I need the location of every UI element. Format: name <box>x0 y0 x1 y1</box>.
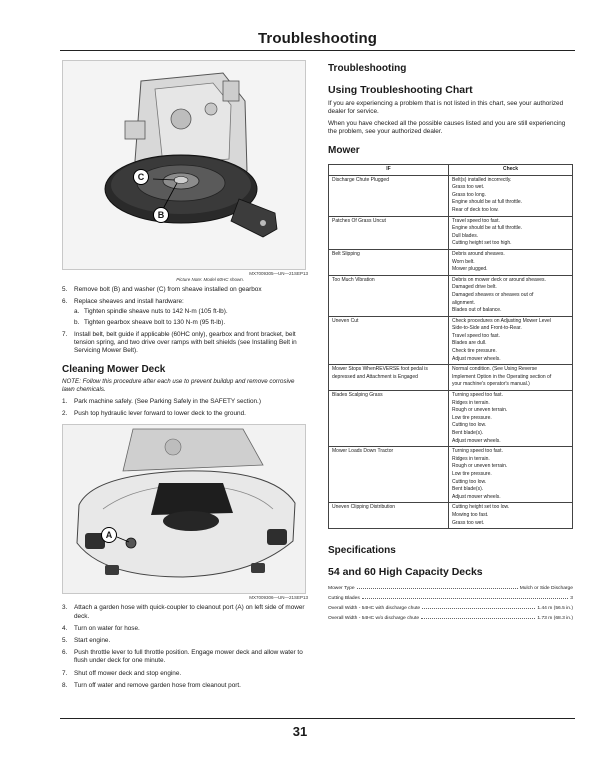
step-text: Shut off mower deck and stop engine. <box>74 669 182 677</box>
step-text: Replace sheaves and install hardware: <box>74 298 184 306</box>
if-cell: Uneven Cut <box>329 316 449 365</box>
check-line: Grass too wet. <box>452 519 485 526</box>
spec-value: Mulch or Side Discharge <box>519 586 573 592</box>
spec-leader-dots <box>421 618 535 619</box>
table-row <box>329 503 573 529</box>
step-number: 3. <box>62 604 68 612</box>
step-number: 7. <box>62 330 68 338</box>
if-cell: Belt Slipping <box>329 249 449 275</box>
table-row <box>329 175 573 216</box>
list-item <box>62 682 308 690</box>
spec-leader-dots <box>357 588 518 589</box>
header-rule <box>60 50 575 51</box>
list-item <box>62 410 308 418</box>
check-line: Low tire pressure. <box>452 414 492 421</box>
step-number: 6. <box>62 298 68 306</box>
if-cell: Mower Stops WhenREVERSE foot pedal is depressed and Attachment is Engaged <box>329 365 449 391</box>
spec-row <box>328 606 573 611</box>
specifications-subheading: 54 and 60 High Capacity Decks <box>328 566 483 579</box>
step-text: Push top hydraulic lever forward to lower deck to the ground. <box>74 410 246 418</box>
intro-paragraph-1: If you are experiencing a problem that is not listed in this chart, see your authorized dealer for service. <box>328 100 564 115</box>
check-cell <box>449 175 573 216</box>
check-line: Implement Option in the Operating section of <box>452 373 552 380</box>
check-line: Turning speed too fast. <box>452 448 503 455</box>
list-item <box>62 604 308 620</box>
step-number: 4. <box>62 624 68 632</box>
troubleshooting-table <box>328 164 573 529</box>
table-row <box>329 447 573 503</box>
list-item <box>62 331 308 356</box>
list-item <box>62 670 308 678</box>
substep-letter: a. <box>74 308 80 316</box>
list-item <box>62 637 308 645</box>
chart-heading: Using Troubleshooting Chart <box>328 84 473 96</box>
figure1-code: MX7009305—UN—21SEP13 <box>249 271 308 276</box>
page-title: Troubleshooting <box>258 30 377 47</box>
check-line: Cutting too low. <box>452 478 487 485</box>
check-line: Cutting height set too high. <box>452 240 512 247</box>
substep-text: Tighten spindle sheave nuts to 142 N-m (105 ft-lb). <box>84 308 228 316</box>
table-row <box>329 249 573 275</box>
spec-row <box>328 616 573 621</box>
check-line: Grass too wet. <box>452 184 485 191</box>
gearbox-sheave-illustration <box>63 61 306 270</box>
check-line: Turning speed too fast. <box>452 392 503 399</box>
step-number: 6. <box>62 649 68 657</box>
step-text: Push throttle lever to full throttle position. Engage mower deck and allow water to flush under deck for one minute. <box>74 649 303 665</box>
check-line: Belt(s) installed incorrectly. <box>452 176 512 183</box>
check-line: Adjust mower wheels. <box>452 493 501 500</box>
spec-label: Cutting Blades <box>328 596 360 602</box>
list-item <box>62 649 308 665</box>
figure2-code: MX7009306—UN—21SEP13 <box>249 595 308 601</box>
check-line: alignment. <box>452 299 476 306</box>
page-header <box>60 30 575 47</box>
table-row <box>329 365 573 391</box>
check-cell <box>449 365 573 391</box>
column-header-check: Check <box>449 165 573 176</box>
check-line: Adjust mower wheels. <box>452 355 501 362</box>
check-cell <box>449 216 573 249</box>
spec-leader-dots <box>362 598 568 599</box>
spec-label: Overall Width - 54HC with discharge chute <box>328 606 421 612</box>
step-text: Turn on water for hose. <box>74 624 140 632</box>
check-line: Damaged sheaves or sheaves out of <box>452 291 534 298</box>
substep <box>74 308 308 316</box>
steps-b <box>62 604 308 690</box>
cleaning-steps <box>62 398 308 418</box>
step-text: Start engine. <box>74 637 111 645</box>
spec-leader-dots <box>422 608 535 609</box>
list-item <box>62 286 308 294</box>
check-line: Bent blade(s). <box>452 486 484 493</box>
check-line: Blades out of balance. <box>452 307 502 314</box>
check-line: Adjust mower wheels. <box>452 437 501 444</box>
step-text: Attach a garden hose with quick-coupler to cleanout port (A) on left side of mower deck. <box>74 604 305 620</box>
check-line: Dull blades. <box>452 232 479 239</box>
check-line: Worn belt. <box>452 258 475 265</box>
check-line: Mowing too fast. <box>452 511 489 518</box>
mower-deck-figure <box>62 424 306 594</box>
cleaning-note: NOTE: Follow this procedure after each use to prevent buildup and remove corrosive lawn chemicals. <box>62 378 295 394</box>
page-number: 31 <box>292 724 308 739</box>
check-line: Rough or uneven terrain. <box>452 407 508 414</box>
step-text: Remove bolt (B) and washer (C) from sheave installed on gearbox <box>74 286 262 293</box>
check-line: Check procedures on Adjusting Mower Level <box>452 317 551 324</box>
spec-row <box>328 586 573 591</box>
steps-a <box>62 286 308 355</box>
footer-rule <box>60 718 575 719</box>
check-line: Debris on mower deck or around sheaves. <box>452 276 546 283</box>
callout-c: C <box>133 169 149 185</box>
check-line: Travel speed too fast. <box>452 217 500 224</box>
table-header-row <box>329 165 573 176</box>
check-line: Rough or uneven terrain. <box>452 463 508 470</box>
figure1-note: Picture Note: Model 60HC shown. <box>176 277 244 282</box>
if-cell: Blades Scalping Grass <box>329 391 449 447</box>
check-line: Travel speed too fast. <box>452 332 500 339</box>
step-text: Turn off water and remove garden hose from cleanout port. <box>74 681 241 689</box>
if-cell: Discharge Chute Plugged <box>329 175 449 216</box>
step-number: 8. <box>62 681 68 689</box>
step-number: 1. <box>62 398 68 406</box>
check-line: Check tire pressure. <box>452 348 497 355</box>
check-line: Side-to-Side and Front-to-Rear. <box>452 325 522 332</box>
check-line: Rear of deck too low. <box>452 206 499 213</box>
if-cell: Uneven Clipping Distribution <box>329 503 449 529</box>
substep <box>74 319 308 327</box>
spec-row <box>328 596 573 601</box>
if-cell: Mower Loads Down Tractor <box>329 447 449 503</box>
check-line: Damaged drive belt. <box>452 284 497 291</box>
spec-label: Mower Type <box>328 586 355 592</box>
spec-value: 3 <box>570 596 573 602</box>
check-cell <box>449 249 573 275</box>
if-cell: Patches Of Grass Uncut <box>329 216 449 249</box>
left-column <box>62 60 308 690</box>
intro-paragraph-2: When you have checked all the possible causes listed and you are still experiencing the problem, see your authorized dealer. <box>328 120 566 135</box>
substep-text: Tighten gearbox sheave bolt to 130 N-m (95 ft-lb). <box>84 318 226 326</box>
check-line: Low tire pressure. <box>452 470 492 477</box>
check-line: Debris around sheaves. <box>452 250 505 257</box>
troubleshooting-heading: Troubleshooting <box>328 63 407 74</box>
table-row <box>329 275 573 316</box>
check-cell <box>449 316 573 365</box>
step-number: 7. <box>62 669 68 677</box>
check-line: Normal condition. (See Using Reverse <box>452 366 538 373</box>
check-line: Cutting too low. <box>452 422 487 429</box>
check-line: Mower plugged. <box>452 266 488 273</box>
check-line: Engine should be at full throttle. <box>452 199 523 206</box>
check-line: your machine's operator's manual.) <box>452 381 530 388</box>
step-number: 2. <box>62 410 68 418</box>
step-text: Install belt, belt guide if applicable (60HC only), gearbox and front bracket, belt tension spring, and two drive over ramps with belt shields (see Installing Belt in Servicing Mower Belt). <box>74 330 297 355</box>
check-line: Cutting height set too low. <box>452 504 510 511</box>
check-cell <box>449 275 573 316</box>
check-line: Blades are dull. <box>452 340 487 347</box>
check-line: Ridges in terrain. <box>452 455 490 462</box>
gearbox-sheave-figure <box>62 60 306 270</box>
list-item <box>62 398 308 406</box>
spec-value: 1.73 m (68.3 in.) <box>537 616 573 622</box>
list-item <box>62 625 308 633</box>
specifications-list <box>328 586 573 621</box>
mower-heading: Mower <box>328 145 360 156</box>
right-column <box>328 60 573 621</box>
if-cell: Too Much Vibration <box>329 275 449 316</box>
check-cell <box>449 391 573 447</box>
mower-deck-illustration <box>63 425 306 594</box>
callout-a: A <box>101 527 117 543</box>
spec-label: Overall Width - 54HC w/o discharge chute <box>328 616 420 622</box>
callout-b: B <box>153 207 169 223</box>
list-item <box>62 298 308 327</box>
check-line: Ridges in terrain. <box>452 399 490 406</box>
check-cell <box>449 503 573 529</box>
table-row <box>329 216 573 249</box>
specifications-heading: Specifications <box>328 545 396 557</box>
column-header-if: IF <box>329 165 449 176</box>
table-row <box>329 316 573 365</box>
step-number: 5. <box>62 637 68 645</box>
check-line: Grass too long. <box>452 191 486 198</box>
check-cell <box>449 447 573 503</box>
step-text: Park machine safely. (See Parking Safely in the SAFETY section.) <box>74 398 261 406</box>
spec-value: 1.44 m (56.5 in.) <box>537 606 573 612</box>
substep-letter: b. <box>74 318 80 326</box>
table-row <box>329 391 573 447</box>
check-line: Engine should be at full throttle. <box>452 225 523 232</box>
cleaning-section-title: Cleaning Mower Deck <box>62 364 166 376</box>
step-number: 5. <box>62 286 68 293</box>
check-line: Bent blade(s). <box>452 430 484 436</box>
table-body <box>329 175 573 529</box>
